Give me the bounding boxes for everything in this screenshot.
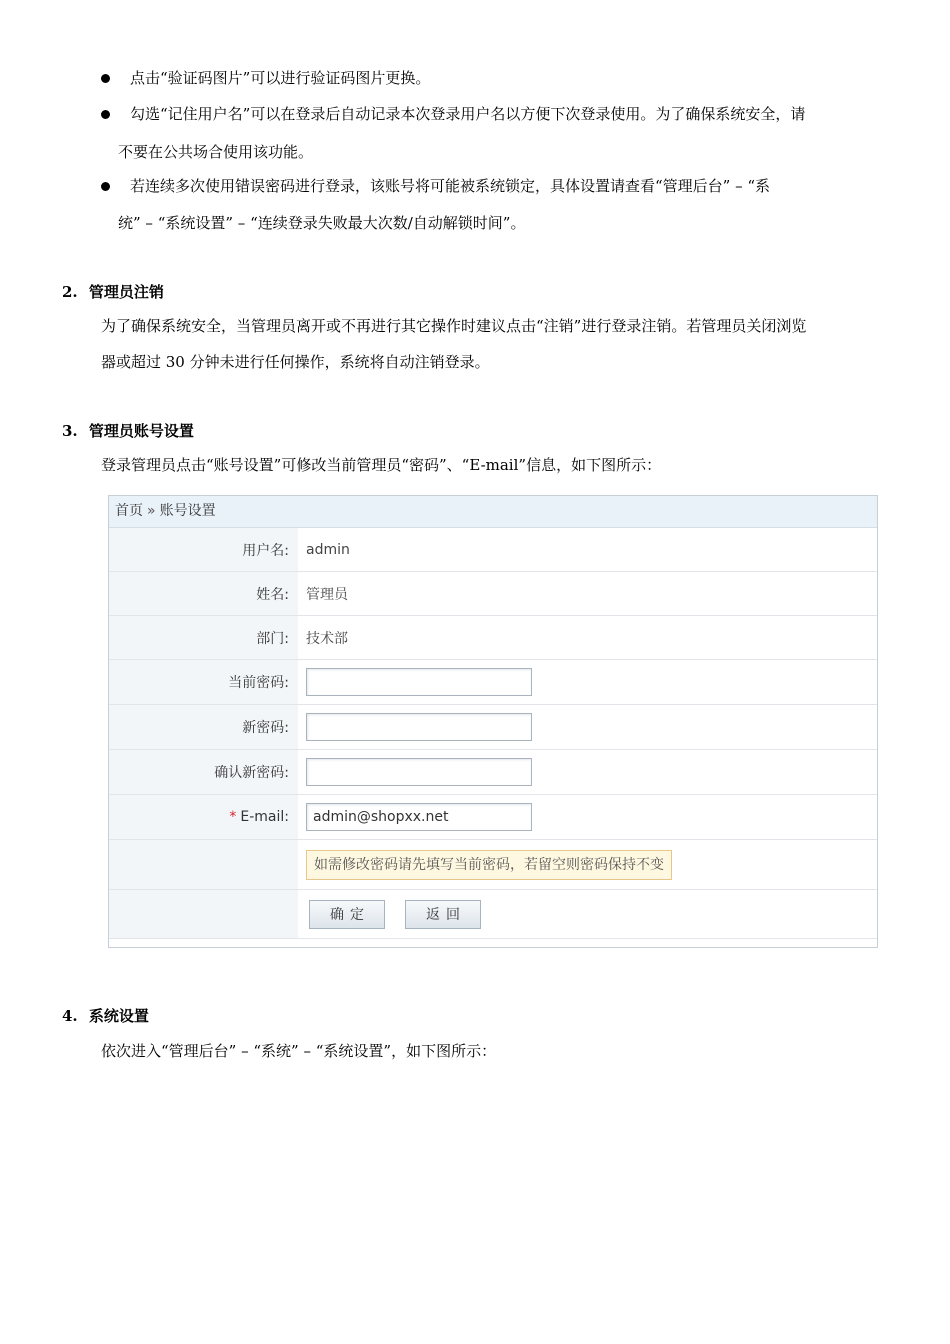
current-password-cell [306, 660, 532, 704]
username-value: admin [306, 541, 350, 558]
new-password-field[interactable] [306, 713, 532, 741]
department-value: 技术部 [306, 630, 348, 647]
bullet-dot [101, 182, 110, 191]
section-3-heading [62, 421, 194, 441]
back-button[interactable]: 返回 [405, 900, 481, 929]
buttons-row [109, 890, 877, 939]
current-password-row [109, 660, 877, 705]
bullet-dot [101, 74, 110, 83]
email-cell [306, 795, 532, 839]
email-label: E-mail: [240, 809, 289, 825]
new-password-row [109, 705, 877, 750]
email-row [109, 795, 877, 840]
buttons-label-cell [109, 890, 298, 938]
confirm-password-field[interactable] [306, 758, 532, 786]
section-4-heading [62, 1006, 149, 1026]
username-row [109, 528, 877, 572]
breadcrumb-separator: » [147, 503, 156, 519]
name-value: 管理员 [306, 586, 348, 603]
section-number: 4. [62, 1007, 78, 1025]
bullet-dot [101, 110, 110, 119]
new-password-label: 新密码: [109, 705, 298, 749]
breadcrumb-home[interactable]: 首页 [115, 503, 143, 519]
breadcrumb-current: 账号设置 [159, 503, 216, 519]
confirm-password-label: 确认新密码: [109, 750, 298, 794]
confirm-password-cell [306, 750, 532, 794]
email-label-cell [109, 795, 298, 839]
bullet-text-2b: 不要在公共场合使用该功能。 [118, 143, 314, 161]
current-password-field[interactable] [306, 668, 532, 696]
bullet-text-3a: 若连续多次使用错误密码进行登录，该账号将可能被系统锁定，具体设置请查看“管理后台” – “系 [130, 177, 771, 195]
tip-row [109, 840, 877, 890]
section-title: 系统设置 [88, 1007, 149, 1025]
department-row [109, 616, 877, 660]
password-tip: 如需修改密码请先填写当前密码，若留空则密码保持不变 [306, 850, 672, 880]
section-number: 2. [62, 283, 78, 301]
account-settings-screenshot [108, 495, 878, 948]
section-4-paragraph: 依次进入“管理后台” – “系统” – “系统设置”，如下图所示： [101, 1042, 497, 1060]
username-label: 用户名: [109, 528, 298, 571]
confirm-password-row [109, 750, 877, 795]
new-password-cell [306, 705, 532, 749]
department-label: 部门: [109, 616, 298, 659]
section-title: 管理员注销 [88, 283, 164, 301]
bullet-text-1: 点击“验证码图片”可以进行验证码图片更换。 [130, 69, 431, 87]
current-password-label: 当前密码: [109, 660, 298, 704]
tip-label-cell [109, 840, 298, 889]
tip-cell [306, 840, 672, 889]
name-label: 姓名: [109, 572, 298, 615]
confirm-button[interactable]: 确定 [309, 900, 385, 929]
section-number: 3. [62, 422, 78, 440]
section-2-paragraph-line-1: 为了确保系统安全，当管理员离开或不再进行其它操作时建议点击“注销”进行登录注销。若管理员关闭浏览 [101, 317, 807, 335]
buttons-cell [309, 890, 501, 938]
name-row [109, 572, 877, 616]
section-title: 管理员账号设置 [88, 422, 194, 440]
bullet-text-3b: 统” – “系统设置” – “连续登录失败最大次数/自动解锁时间”。 [118, 214, 526, 232]
breadcrumb [109, 496, 877, 528]
required-mark: * [229, 809, 237, 825]
section-2-heading [62, 282, 164, 302]
email-field[interactable] [306, 803, 532, 831]
bullet-text-2a: 勾选“记住用户名”可以在登录后自动记录本次登录用户名以方便下次登录使用。为了确保系统安全，请 [130, 105, 806, 123]
section-3-paragraph: 登录管理员点击“账号设置”可修改当前管理员“密码”、“E-mail”信息，如下图所示： [101, 456, 662, 474]
section-2-paragraph-line-2: 器或超过 30 分钟未进行任何操作，系统将自动注销登录。 [101, 353, 490, 371]
